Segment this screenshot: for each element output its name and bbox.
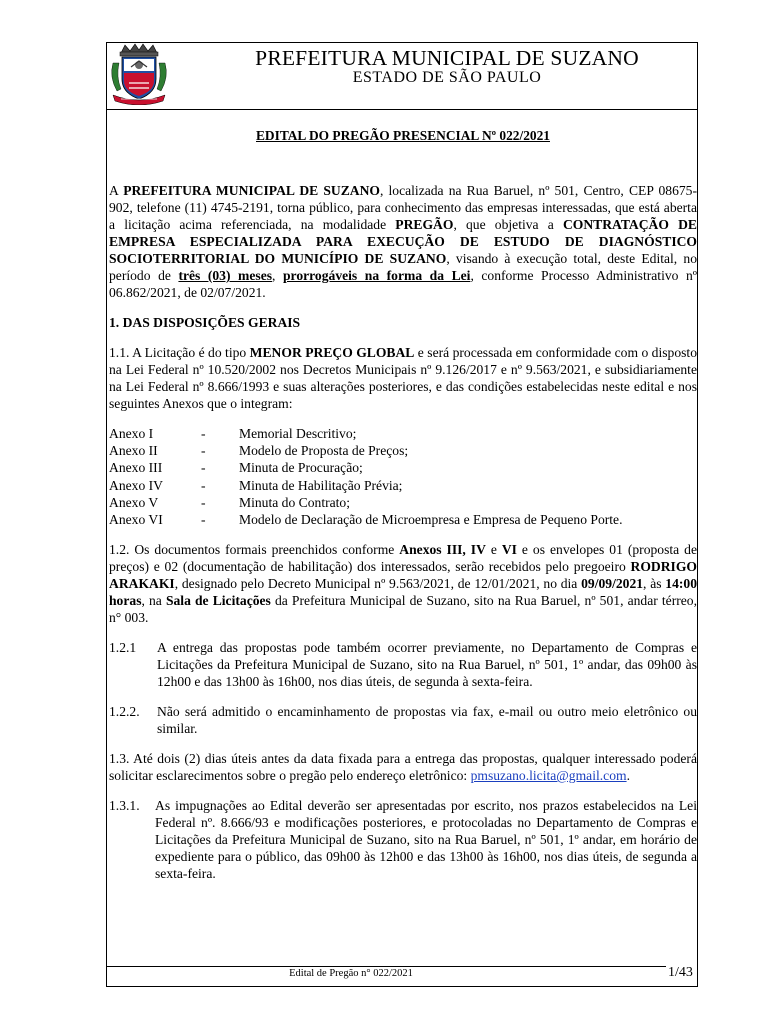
list-item: Anexo II - Modelo de Proposta de Preços; (109, 443, 409, 459)
list-item: Anexo IV - Minuta de Habilitação Prévia; (109, 477, 403, 493)
paragraph-1-3: 1.3. Até dois (2) dias úteis antes da data fixada para a entrega das propostas, qualquer interessado poderá solicitar esclarecimentos sobre o pregão pelo endereço eletrônico: pmsuzano.licita@gmail.com. (109, 751, 697, 784)
list-item: Anexo III - Minuta de Procuração; (109, 460, 363, 476)
municipality-title: PREFEITURA MUNICIPAL DE SUZANO (255, 46, 639, 70)
page-number: 1/43 (668, 965, 693, 980)
paragraph-1-3-1: 1.3.1. As impugnações ao Edital deverão ser apresentadas por escrito, nos prazos estabelecidos na Lei Federal nº. 8.666/93 e modificações posteriores, e protocoladas no Departamento de Compras e Licitações da Prefeitura Municipal de Suzano, sito na Rua Baruel, nº 501, 1º andar, em horário de expediente para o público, das 09h00 às 12h00 e das 13h00 às 16h00, nos dias úteis, de segunda a sexta-feira. (109, 798, 697, 882)
list-item: Anexo VI - Modelo de Declaração de Microempresa e Empresa de Pequeno Porte. (109, 511, 623, 527)
annex-list (109, 425, 697, 528)
paragraph-1-2: 1.2. Os documentos formais preenchidos conforme Anexos III, IV e VI e os envelopes 01 (proposta de preços) e 02 (documentação de habilitação) dos interessados, serão recebidos pelo pregoeiro RODRIGO ARAKAKI, designado pelo Decreto Municipal nº 9.563/2021, de 12/01/2021, no dia 09/09/2021, às 14:00 horas, na Sala de Licitações da Prefeitura Municipal de Suzano, sito na Rua Baruel, nº 501, andar térreo, n° 003. (109, 542, 697, 626)
document-header (107, 43, 697, 109)
section-heading: 1. DAS DISPOSIÇÕES GERAIS (109, 315, 301, 330)
paragraph-1-2-2: 1.2.2. Não será admitido o encaminhamento de propostas via fax, e-mail ou outro meio eletrônico ou similar. (109, 704, 697, 737)
footer-text: Edital de Pregão n° 022/2021 (289, 968, 413, 979)
paragraph-1-2-1: 1.2.1 A entrega das propostas pode também ocorrer previamente, no Departamento de Compras e Licitações da Prefeitura Municipal de Suzano, sito na Rua Baruel, nº 501, 1º andar, das 09h00 às 12h00 e das 13h00 às 16h00, nos dias úteis, de segunda à sexta-feira. (109, 640, 697, 690)
doc-title: EDITAL DO PREGÃO PRESENCIAL Nº 022/2021 (256, 128, 550, 143)
document-page (106, 42, 698, 987)
header-divider (107, 109, 697, 110)
paragraph-1-1: 1.1. A Licitação é do tipo MENOR PREÇO GLOBAL e será processada em conformidade com o disposto na Lei Federal nº 10.520/2002 nos Decretos Municipais nº 9.126/2017 e nº 9.563/2021, e subsidiariamente na Lei Federal nº 8.666/1993 e suas alterações posteriores, e das condições estabelecidas neste edital e nos seguintes Anexos que o integram: (109, 345, 698, 411)
intro-paragraph: A PREFEITURA MUNICIPAL DE SUZANO, localizada na Rua Baruel, nº 501, Centro, CEP 08675-902, telefone (11) 4745-2191, torna público, para conhecimento das empresas interessadas, que está aberta a licitação acima referenciada, na modalidade PREGÃO, que objetiva a CONTRATAÇÃO DE EMPRESA ESPECIALIZADA PARA EXECUÇÃO DE ESTUDO DE DIAGNÓSTICO SOCIOTERRITORIAL DO MUNICÍPIO DE SUZANO, visando à execução total, deste Edital, no período de três (03) meses, prorrogáveis na forma da Lei, conforme Processo Administrativo nº 06.862/2021, de 02/07/2021. (109, 183, 698, 300)
footer-divider (106, 966, 666, 967)
email-link[interactable]: pmsuzano.licita@gmail.com (470, 768, 627, 784)
list-item: Anexo I - Memorial Descritivo; (109, 426, 357, 441)
list-item: Anexo V - Minuta do Contrato; (109, 494, 351, 510)
document-body (109, 127, 697, 895)
coat-of-arms-icon (107, 43, 171, 105)
state-subtitle: ESTADO DE SÃO PAULO (352, 69, 542, 86)
